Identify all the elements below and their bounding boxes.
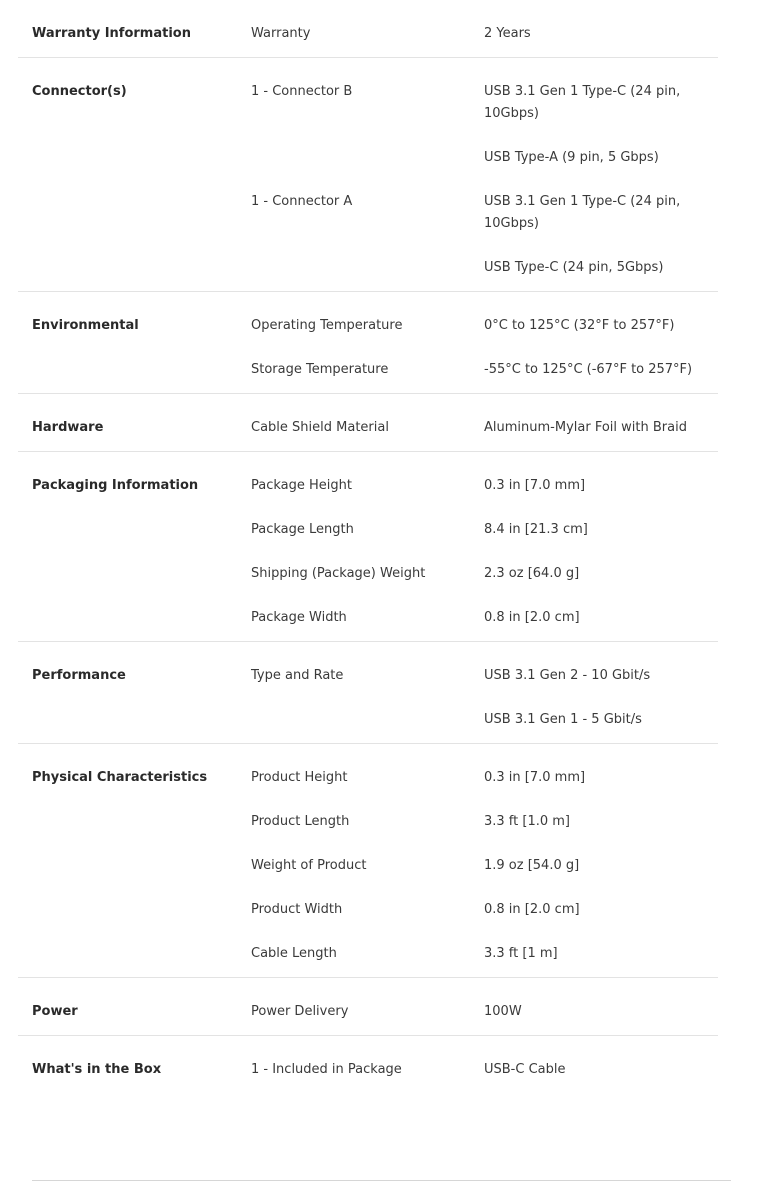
spec-row [251, 1059, 718, 1081]
spec-values [484, 855, 718, 877]
spec-label: Power Delivery [251, 1004, 349, 1019]
spec-value: USB 3.1 Gen 2 - 10 Gbit/s [484, 668, 651, 683]
spec-value: USB 3.1 Gen 1 - 5 Gbit/s [484, 712, 642, 727]
spec-label: Product Height [251, 770, 348, 785]
spec-values [484, 899, 718, 921]
spec-label: Product Width [251, 902, 343, 917]
spec-label: Package Length [251, 522, 354, 537]
spec-values [484, 665, 718, 731]
spec-values [484, 359, 718, 381]
spec-row [251, 563, 718, 585]
spec-row [251, 81, 718, 169]
spec-row [251, 899, 718, 921]
spec-label: Operating Temperature [251, 318, 403, 333]
spec-row [251, 855, 718, 877]
spec-label: Cable Shield Material [251, 420, 389, 435]
spec-value: 2.3 oz [64.0 g] [484, 566, 580, 581]
spec-value: USB 3.1 Gen 1 Type-C (24 pin, 10Gbps) [484, 194, 681, 231]
section-packaging-information [18, 452, 718, 642]
spec-value: 100W [484, 1004, 522, 1019]
section-rows [251, 665, 718, 731]
spec-row [251, 767, 718, 789]
spec-label: Shipping (Package) Weight [251, 566, 426, 581]
spec-value: 1.9 oz [54.0 g] [484, 858, 580, 873]
spec-values [484, 417, 718, 439]
section-rows [251, 315, 718, 381]
section-title: Performance [32, 668, 126, 683]
spec-row [251, 811, 718, 833]
spec-row [251, 943, 718, 965]
specifications-table [18, 0, 718, 1093]
section-title: What's in the Box [32, 1062, 162, 1077]
spec-values [484, 943, 718, 965]
spec-label: 1 - Included in Package [251, 1062, 402, 1077]
section-power [18, 978, 718, 1036]
section-rows [251, 81, 718, 279]
spec-label: Product Length [251, 814, 350, 829]
bottom-divider [32, 1180, 731, 1181]
spec-values [484, 315, 718, 337]
spec-row [251, 359, 718, 381]
spec-values [484, 607, 718, 629]
spec-value: 0.8 in [2.0 cm] [484, 610, 580, 625]
section-rows [251, 475, 718, 629]
section-environmental [18, 292, 718, 394]
section-physical-characteristics [18, 744, 718, 978]
spec-values [484, 519, 718, 541]
spec-value: Aluminum-Mylar Foil with Braid [484, 420, 687, 435]
spec-value: USB Type-C (24 pin, 5Gbps) [484, 260, 664, 275]
section-connectors [18, 58, 718, 292]
spec-row [251, 315, 718, 337]
spec-value: 2 Years [484, 26, 531, 41]
section-title: Physical Characteristics [32, 770, 208, 785]
section-title: Packaging Information [32, 478, 199, 493]
spec-row [251, 475, 718, 497]
spec-row [251, 417, 718, 439]
spec-value: 8.4 in [21.3 cm] [484, 522, 588, 537]
spec-values [484, 811, 718, 833]
spec-value: 0.8 in [2.0 cm] [484, 902, 580, 917]
spec-label: 1 - Connector A [251, 194, 353, 209]
section-title: Hardware [32, 420, 104, 435]
spec-row [251, 665, 718, 731]
spec-value: 0°C to 125°C (32°F to 257°F) [484, 318, 675, 333]
section-whats-in-the-box [18, 1036, 718, 1093]
spec-value: -55°C to 125°C (-67°F to 257°F) [484, 362, 693, 377]
spec-label: Warranty [251, 26, 311, 41]
section-title: Power [32, 1004, 78, 1019]
section-title: Connector(s) [32, 84, 127, 99]
spec-value: 3.3 ft [1 m] [484, 946, 558, 961]
spec-row [251, 1001, 718, 1023]
spec-value: 0.3 in [7.0 mm] [484, 770, 586, 785]
section-rows [251, 1059, 718, 1081]
spec-values [484, 563, 718, 585]
spec-label: Cable Length [251, 946, 337, 961]
section-performance [18, 642, 718, 744]
spec-value: USB-C Cable [484, 1062, 566, 1077]
spec-label: 1 - Connector B [251, 84, 353, 99]
section-rows [251, 1001, 718, 1023]
section-rows [251, 767, 718, 965]
spec-values [484, 81, 718, 169]
spec-label: Type and Rate [251, 668, 344, 683]
section-title: Environmental [32, 318, 139, 333]
spec-value: 0.3 in [7.0 mm] [484, 478, 586, 493]
spec-value: USB 3.1 Gen 1 Type-C (24 pin, 10Gbps) [484, 84, 681, 121]
spec-label: Package Height [251, 478, 352, 493]
spec-values [484, 1059, 718, 1081]
spec-values [484, 23, 718, 45]
spec-label: Package Width [251, 610, 347, 625]
spec-row [251, 191, 718, 279]
spec-row [251, 519, 718, 541]
spec-values [484, 1001, 718, 1023]
spec-value: USB Type-A (9 pin, 5 Gbps) [484, 150, 659, 165]
spec-row [251, 23, 718, 45]
section-warranty-information [18, 0, 718, 58]
spec-label: Storage Temperature [251, 362, 389, 377]
section-hardware [18, 394, 718, 452]
spec-values [484, 475, 718, 497]
spec-label: Weight of Product [251, 858, 367, 873]
spec-value: 3.3 ft [1.0 m] [484, 814, 570, 829]
section-title: Warranty Information [32, 26, 191, 41]
section-rows [251, 417, 718, 439]
section-rows [251, 23, 718, 45]
spec-values [484, 191, 718, 279]
spec-row [251, 607, 718, 629]
spec-values [484, 767, 718, 789]
